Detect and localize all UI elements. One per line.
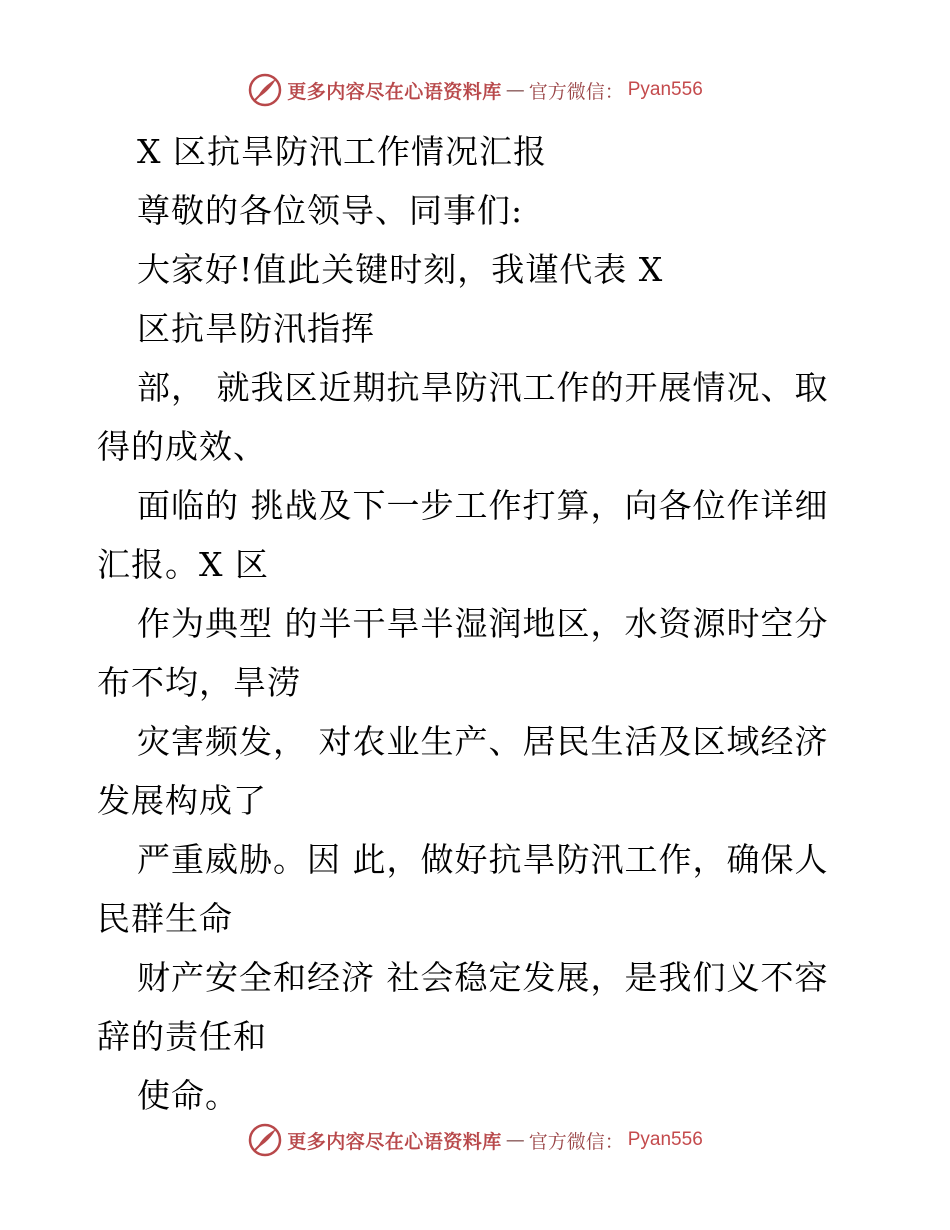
paragraph-line: 尊敬的各位领导、同事们: [137, 191, 524, 230]
document-title: X 区抗旱防汛工作情况汇报 [137, 132, 547, 171]
paragraph-line: 民群生命 [97, 899, 233, 938]
paragraph-line: 使命。 [137, 1076, 239, 1115]
watermark-separator: — [505, 79, 525, 101]
paragraph-line: 辞的责任和 [97, 1017, 267, 1056]
paragraph-line: 财产安全和经济 社会稳定发展，是我们义不容 [137, 958, 829, 997]
header-watermark [0, 70, 950, 110]
footer-watermark [0, 1120, 950, 1160]
paragraph-line: 严重威胁。因 此，做好抗旱防汛工作，确保人 [137, 840, 829, 879]
watermark-contact-label: 官方微信： [528, 1130, 624, 1153]
paragraph-line: 灾害频发， 对农业生产、居民生活及区域经济 [137, 722, 829, 761]
paragraph-line: 发展构成了 [97, 781, 267, 820]
document-body [97, 122, 837, 1125]
paragraph-line: 部， 就我区近期抗旱防汛工作的开展情况、取 [137, 368, 829, 407]
feather-pen-logo-icon [247, 72, 283, 108]
feather-pen-logo-icon [247, 1122, 283, 1158]
paragraph-line: 面临的 挑战及下一步工作打算，向各位作详细 [137, 486, 829, 525]
paragraph-line: 布不均，旱涝 [97, 663, 301, 702]
watermark-contact-id: Pyan556 [627, 1129, 703, 1150]
watermark-brand-text: 更多内容尽在心语资料库 [287, 1130, 502, 1153]
paragraph-line: 作为典型 的半干旱半湿润地区，水资源时空分 [137, 604, 829, 643]
paragraph-line: 大家好!值此关键时刻，我谨代表 X [137, 250, 664, 289]
paragraph-line: 得的成效、 [97, 427, 267, 466]
paragraph-line: 区抗旱防汛指挥 [137, 309, 375, 348]
paragraph-line: 汇报。X 区 [97, 545, 269, 584]
watermark-separator: — [505, 1129, 525, 1151]
watermark-contact-label: 官方微信： [528, 80, 624, 103]
watermark-brand-text: 更多内容尽在心语资料库 [287, 80, 502, 103]
watermark-contact-id: Pyan556 [627, 79, 703, 100]
